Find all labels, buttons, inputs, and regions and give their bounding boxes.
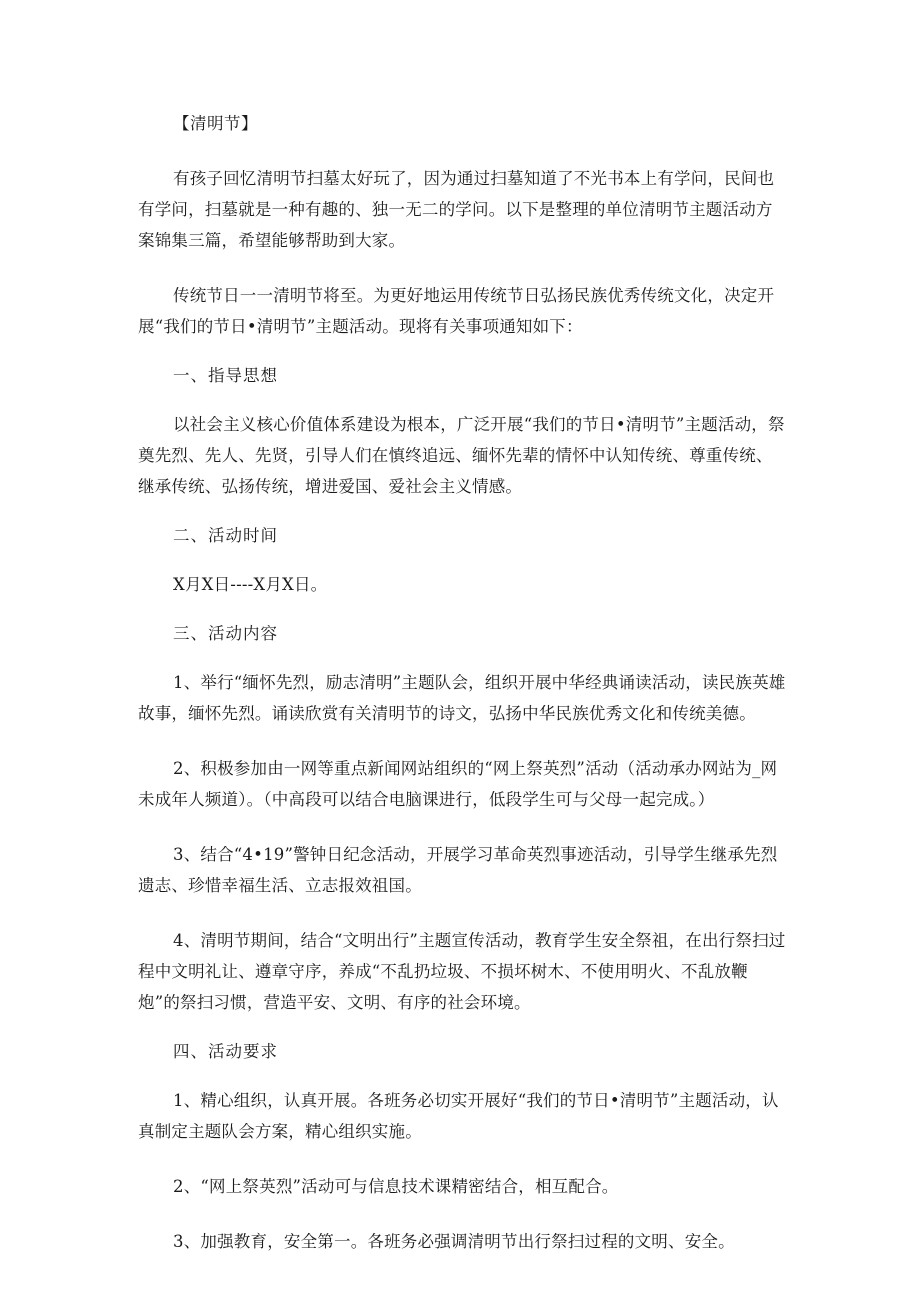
content-item-4: 4、清明节期间，结合“文明出行”主题宣传活动，教育学生安全祭祖，在出行祭扫过程中文明礼让、遵章守序，养成“不乱扔垃圾、不损坏树木、不使用明火、不乱放鞭炮”的祭扫习惯，营造平安、文明、有序的社会环境。 bbox=[138, 931, 786, 1012]
content-item-2: 2、积极参加由一网等重点新闻网站组织的“网上祭英烈”活动（活动承办网站为_网未成年人频道）。（中高段可以结合电脑课进行，低段学生可与父母一起完成。） bbox=[138, 759, 778, 809]
notice-paragraph: 传统节日一一清明节将至。为更好地运用传统节日弘扬民族优秀传统文化，决定开展“我们的节日•清明节”主题活动。现将有关事项通知如下： bbox=[138, 286, 775, 336]
document-body bbox=[138, 108, 788, 1257]
section-heading-guiding-ideology: 一、指导思想 bbox=[173, 366, 278, 385]
section-heading-activity-requirements: 四、活动要求 bbox=[173, 1042, 278, 1061]
content-item-3: 3、结合“4•19”警钟日纪念活动，开展学习革命英烈事迹活动，引导学生继承先烈遗志、珍惜幸福生活、立志报效祖国。 bbox=[138, 845, 778, 895]
requirement-item-1: 1、精心组织，认真开展。各班务必切实开展好“我们的节日•清明节”主题活动，认真制定主题队会方案，精心组织实施。 bbox=[138, 1091, 779, 1141]
intro-paragraph: 有孩子回忆清明节扫墓太好玩了，因为通过扫墓知道了不光书本上有学问，民间也有学问，扫墓就是一种有趣的、独一无二的学问。以下是整理的单位清明节主题活动方案锦集三篇，希望能够帮助到大家。 bbox=[138, 169, 775, 250]
requirement-item-2: 2、“网上祭英烈”活动可与信息技术课精密结合，相互配合。 bbox=[173, 1177, 619, 1196]
guiding-ideology-paragraph: 以社会主义核心价值体系建设为根本，广泛开展“我们的节日•清明节”主题活动，祭奠先烈、先人、先贤，引导人们在慎终追远、缅怀先辈的情怀中认知传统、尊重传统、继承传统、弘扬传统，增进爱国、爱社会主义情感。 bbox=[138, 415, 785, 496]
section-heading-activity-content: 三、活动内容 bbox=[173, 624, 278, 643]
section-heading-activity-time: 二、活动时间 bbox=[173, 526, 278, 545]
document-title: 【清明节】 bbox=[173, 114, 258, 133]
requirement-item-3: 3、加强教育，安全第一。各班务必强调清明节出行祭扫过程的文明、安全。 bbox=[173, 1232, 735, 1251]
activity-time-paragraph: X月X日----X月X日。 bbox=[173, 575, 328, 594]
content-item-1: 1、举行“缅怀先烈，励志清明”主题队会，组织开展中华经典诵读活动，读民族英雄故事，缅怀先烈。诵读欣赏有关清明节的诗文，弘扬中华民族优秀文化和传统美德。 bbox=[138, 673, 786, 723]
